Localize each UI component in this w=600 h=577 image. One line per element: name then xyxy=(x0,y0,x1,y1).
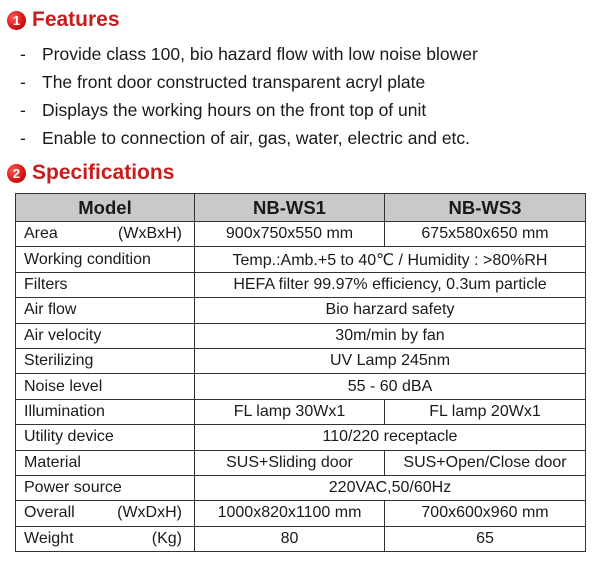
row-label: Power source xyxy=(16,475,195,500)
specifications-title: Specifications xyxy=(32,161,175,184)
cell-value: FL lamp 20Wx1 xyxy=(385,399,586,424)
row-label: Material xyxy=(16,450,195,475)
row-label: Area xyxy=(24,225,58,243)
specifications-heading xyxy=(7,161,174,185)
header-nb-ws3: NB-WS3 xyxy=(385,194,586,222)
features-number-badge: 1 xyxy=(7,11,26,30)
table-header-row xyxy=(16,194,586,222)
table-row xyxy=(16,247,586,272)
cell-value: FL lamp 30Wx1 xyxy=(195,399,385,424)
header-model: Model xyxy=(16,194,195,222)
row-label: Air velocity xyxy=(16,323,195,348)
row-label: Utility device xyxy=(16,425,195,450)
row-unit: (Kg) xyxy=(151,529,182,547)
table-row xyxy=(16,501,586,526)
cell-value: 55 - 60 dBA xyxy=(195,374,586,399)
cell-value: 900x750x550 mm xyxy=(195,222,385,247)
feature-item: - Displays the working hours on the front top of unit xyxy=(20,100,427,120)
table-row xyxy=(16,298,586,323)
table-row xyxy=(16,348,586,373)
cell-value: 700x600x960 mm xyxy=(385,501,586,526)
cell-value: 675x580x650 mm xyxy=(385,222,586,247)
table-row xyxy=(16,222,586,247)
cell-value: UV Lamp 245nm xyxy=(195,348,586,373)
feature-item: - Provide class 100, bio hazard flow with low noise blower xyxy=(20,44,478,64)
table-row xyxy=(16,425,586,450)
row-label: Sterilizing xyxy=(16,348,195,373)
cell-value: 110/220 receptacle xyxy=(195,425,586,450)
table-row xyxy=(16,323,586,348)
table-row xyxy=(16,399,586,424)
cell-value: Temp.:Amb.+5 to 40℃ / Humidity : >80%RH xyxy=(195,247,586,272)
specifications-table xyxy=(15,193,586,552)
features-heading xyxy=(7,8,120,32)
table-row xyxy=(16,450,586,475)
cell-value: HEFA filter 99.97% efficiency, 0.3um particle xyxy=(195,272,586,297)
specifications-number-badge: 2 xyxy=(7,164,26,183)
row-label: Working condition xyxy=(16,247,195,272)
cell-value: 1000x820x1100 mm xyxy=(195,501,385,526)
cell-value: Bio harzard safety xyxy=(195,298,586,323)
features-list xyxy=(20,40,478,152)
table-row xyxy=(16,374,586,399)
row-unit: (WxDxH) xyxy=(117,504,182,522)
row-label: Air flow xyxy=(16,298,195,323)
features-title: Features xyxy=(32,8,120,31)
table-row xyxy=(16,272,586,297)
cell-value: 220VAC,50/60Hz xyxy=(195,475,586,500)
row-label: Overall xyxy=(24,504,75,522)
row-unit: (WxBxH) xyxy=(118,225,182,243)
cell-value: 30m/min by fan xyxy=(195,323,586,348)
table-row xyxy=(16,475,586,500)
header-nb-ws1: NB-WS1 xyxy=(195,194,385,222)
cell-value: SUS+Sliding door xyxy=(195,450,385,475)
feature-item: - The front door constructed transparent acryl plate xyxy=(20,72,426,92)
row-label: Illumination xyxy=(16,399,195,424)
row-label: Noise level xyxy=(16,374,195,399)
row-label: Filters xyxy=(16,272,195,297)
cell-value: 65 xyxy=(385,526,586,551)
feature-item: - Enable to connection of air, gas, water, electric and etc. xyxy=(20,128,471,148)
table-row xyxy=(16,526,586,551)
cell-value: 80 xyxy=(195,526,385,551)
cell-value: SUS+Open/Close door xyxy=(385,450,586,475)
row-label: Weight xyxy=(24,529,74,547)
